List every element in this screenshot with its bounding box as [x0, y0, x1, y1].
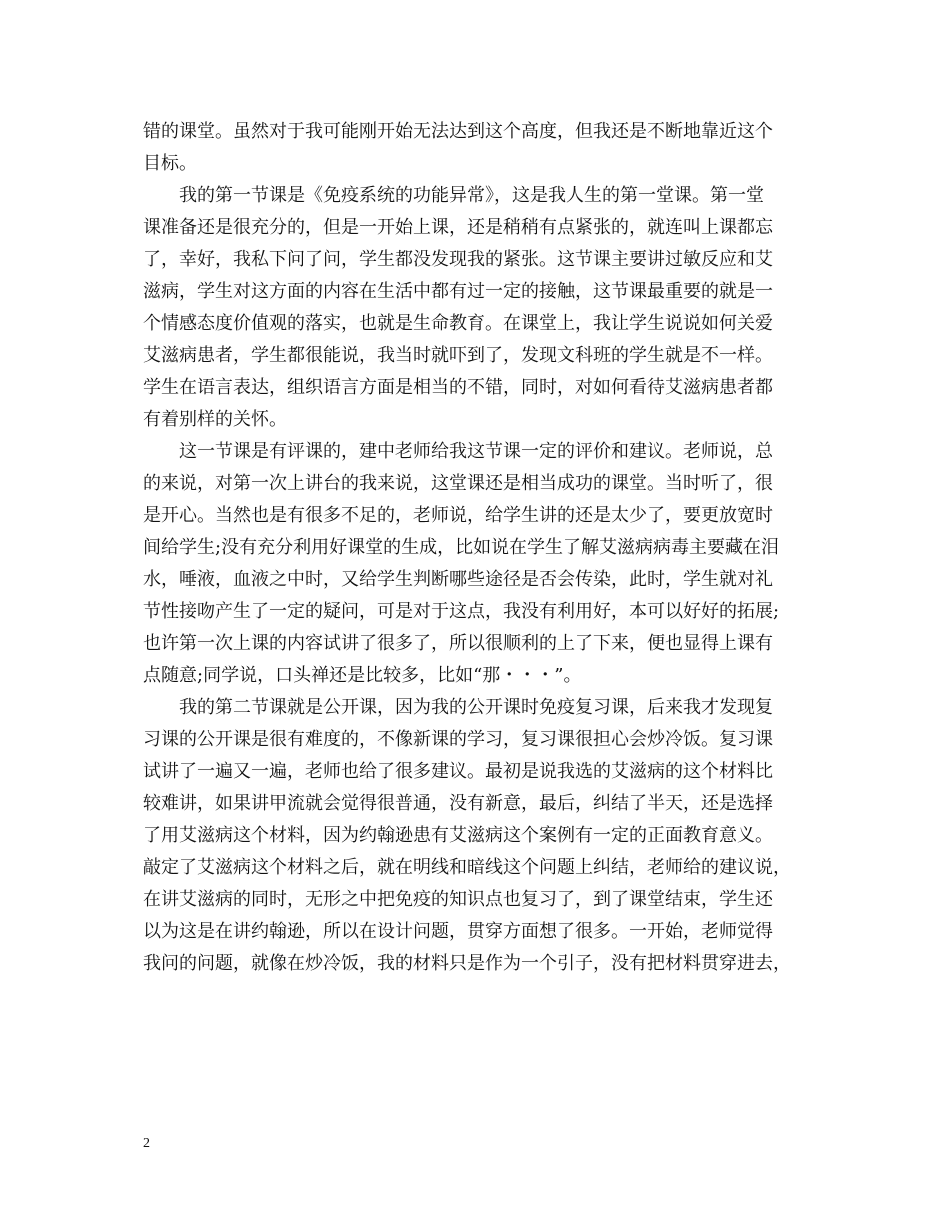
text-line: 以为这是在讲约翰逊，所以在设计问题，贯穿方面想了很多。一开始，老师觉得 — [143, 921, 773, 942]
body-text — [143, 116, 808, 980]
text-line: 滋病，学生对这方面的内容在生活中都有过一定的接触，这节课最重要的就是一 — [143, 281, 773, 302]
text-line: 敲定了艾滋病这个材料之后，就在明线和暗线这个问题上纠结，老师给的建议说， — [143, 857, 791, 878]
paragraph-first-line: 这一节课是有评课的，建中老师给我这节课一定的评价和建议。老师说，总 — [179, 441, 773, 462]
text-line: 艾滋病患者，学生都很能说，我当时就吓到了，发现文科班的学生就是不一样。 — [143, 345, 773, 366]
text-line: 了，幸好，我私下问了问，学生都没发现我的紧张。这节课主要讲过敏反应和艾 — [143, 249, 773, 270]
text-line: 在讲艾滋病的同时，无形之中把免疫的知识点也复习了，到了课堂结束，学生还 — [143, 889, 773, 910]
text-line: 目标。 — [143, 153, 197, 174]
text-line: 水，唾液，血液之中时，又给学生判断哪些途径是否会传染，此时，学生就对礼 — [143, 569, 773, 590]
page-number: 2 — [143, 1136, 150, 1151]
text-line: 节性接吻产生了一定的疑问，可是对于这点，我没有利用好，本可以好好的拓展; — [143, 601, 780, 622]
text-line: 课准备还是很充分的，但是一开始上课，还是稍稍有点紧张的，就连叫上课都忘 — [143, 217, 773, 238]
text-line: 的来说，对第一次上讲台的我来说，这堂课还是相当成功的课堂。当时听了，很 — [143, 473, 773, 494]
paragraph-first-line: 我的第二节课就是公开课，因为我的公开课时免疫复习课，后来我才发现复 — [179, 697, 773, 718]
text-line: 个情感态度价值观的落实，也就是生命教育。在课堂上，我让学生说说如何关爱 — [143, 313, 773, 334]
text-line: 较难讲，如果讲甲流就会觉得很普通，没有新意，最后，纠结了半天，还是选择 — [143, 793, 773, 814]
text-line: 我问的问题，就像在炒冷饭，我的材料只是作为一个引子，没有把材料贯穿进去， — [143, 953, 791, 974]
text-line: 试讲了一遍又一遍，老师也给了很多建议。最初是说我选的艾滋病的这个材料比 — [143, 761, 773, 782]
paragraph-first-line: 我的第一节课是《免疫系统的功能异常》，这是我人生的第一堂课。第一堂 — [179, 185, 764, 206]
text-line: 也许第一次上课的内容试讲了很多了，所以很顺利的上了下来，便也显得上课有 — [143, 633, 773, 654]
text-line: 了用艾滋病这个材料，因为约翰逊患有艾滋病这个案例有一定的正面教育意义。 — [143, 825, 773, 846]
text-line: 间给学生;没有充分利用好课堂的生成，比如说在学生了解艾滋病病毒主要藏在泪 — [143, 537, 780, 558]
text-line: 学生在语言表达，组织语言方面是相当的不错，同时，对如何看待艾滋病患者都 — [143, 377, 773, 398]
text-line: 点随意;同学说，口头禅还是比较多，比如“那・・・”。 — [143, 665, 582, 686]
text-line: 是开心。当然也是有很多不足的，老师说，给学生讲的还是太少了，要更放宽时 — [143, 505, 773, 526]
text-line: 习课的公开课是很有难度的，不像新课的学习，复习课很担心会炒冷饭。复习课 — [143, 729, 773, 750]
text-line: 有着别样的关怀。 — [143, 409, 287, 430]
text-line: 错的课堂。虽然对于我可能刚开始无法达到这个高度，但我还是不断地靠近这个 — [143, 121, 773, 142]
